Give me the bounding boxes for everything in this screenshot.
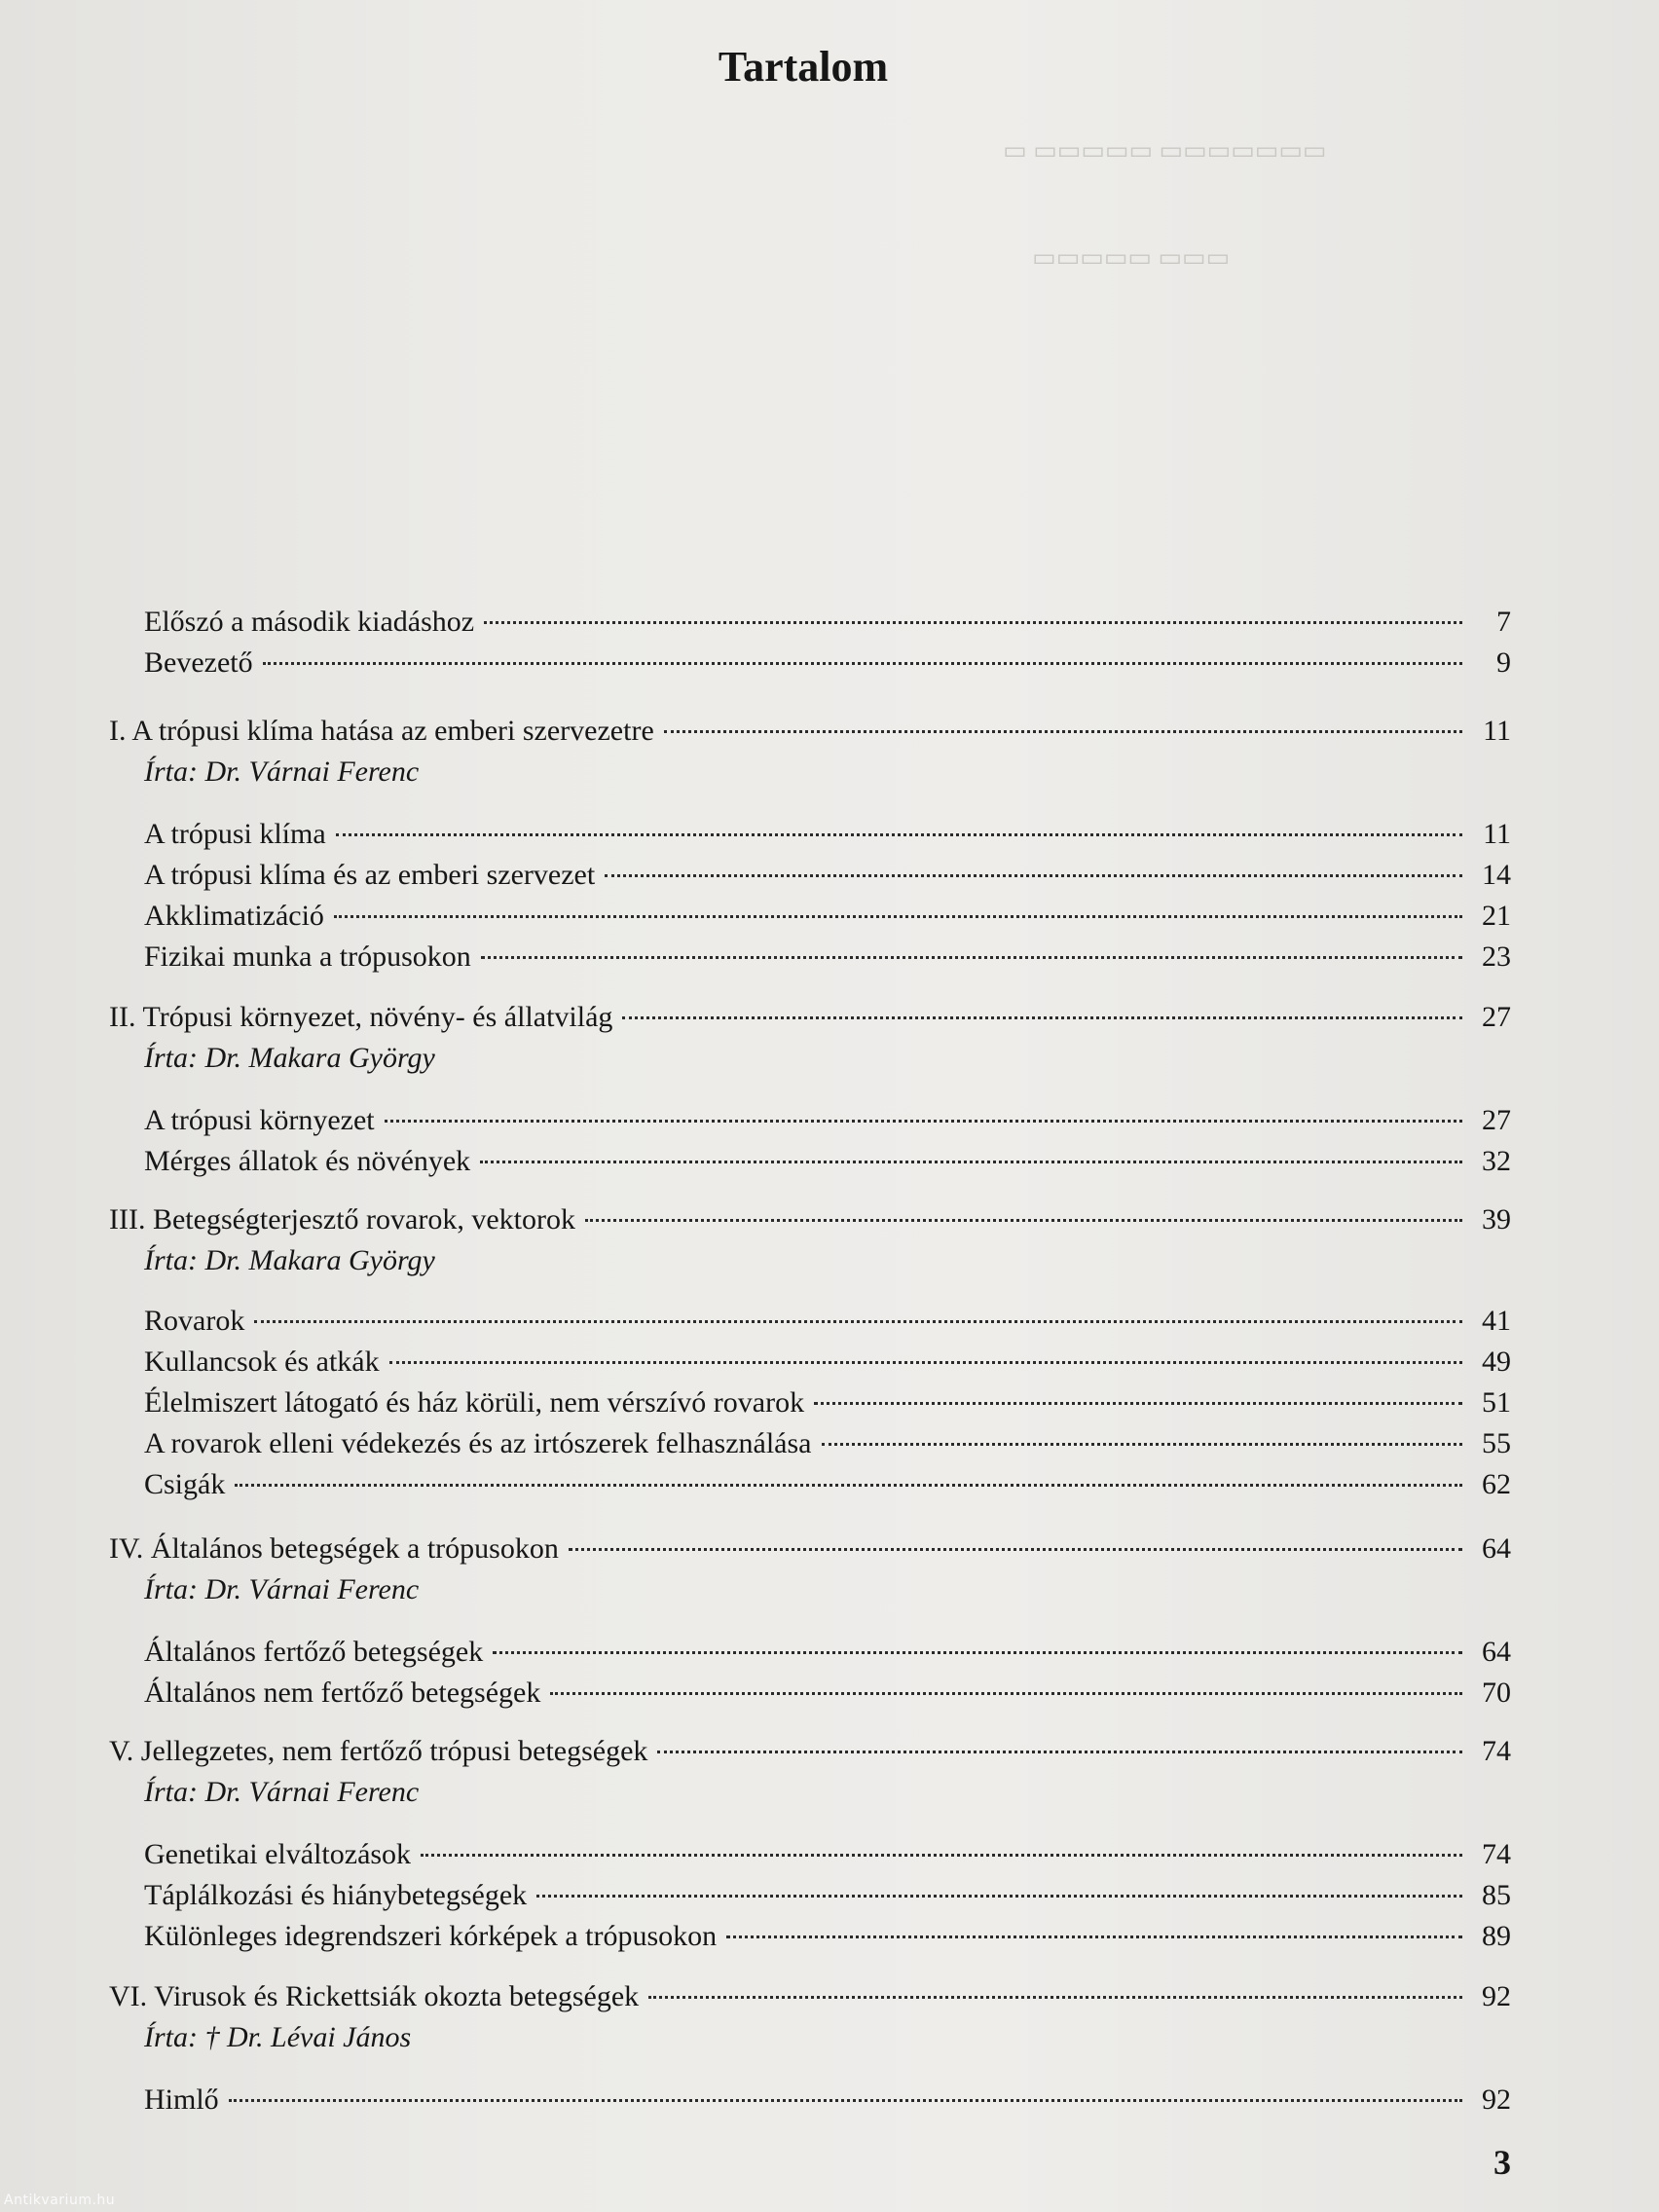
- chapter-author: Írta: Dr. Várnai Ferenc: [144, 1776, 420, 1808]
- toc-entry-page: 62: [1482, 1468, 1511, 1500]
- dot-leader: [814, 1402, 1462, 1405]
- chapter-author: Írta: Dr. Makara György: [144, 1042, 435, 1074]
- dot-leader: [585, 1219, 1462, 1222]
- toc-entry-label: A trópusi környezet: [144, 1104, 375, 1136]
- toc-entry-label: Kullancsok és atkák: [144, 1346, 380, 1378]
- dot-leader: [493, 1651, 1462, 1654]
- toc-entry-label: Rovarok: [144, 1305, 245, 1337]
- chapter-page: 92: [1482, 1980, 1511, 2012]
- dot-leader: [726, 1936, 1462, 1938]
- dot-leader: [822, 1443, 1463, 1446]
- chapter-heading: I. A trópusi klíma hatása az emberi szervezetre: [109, 715, 654, 747]
- chapter-author: Írta: Dr. Várnai Ferenc: [144, 756, 420, 788]
- toc-entry[interactable]: [109, 896, 1511, 937]
- dot-leader: [536, 1895, 1462, 1898]
- dot-leader: [605, 874, 1462, 877]
- toc-entry-label: A rovarok elleni védekezés és az irtószerek felhasználása: [144, 1427, 812, 1459]
- toc-entry-page: 49: [1482, 1346, 1511, 1378]
- toc-entry-page: 9: [1496, 646, 1511, 679]
- dot-leader: [263, 662, 1462, 665]
- toc-entry-label: Csigák: [144, 1468, 226, 1500]
- toc-entry[interactable]: [109, 814, 1511, 855]
- dot-leader: [569, 1548, 1462, 1551]
- show-through-text: ▭▭▭▭▭ ▭▭▭: [1032, 243, 1231, 272]
- toc-entry[interactable]: [109, 855, 1511, 896]
- chapter-author: Írta: † Dr. Lévai János: [144, 2021, 412, 2053]
- toc-entry[interactable]: [109, 1673, 1511, 1714]
- toc-entry[interactable]: [109, 1834, 1511, 1875]
- toc-entry-page: 92: [1482, 2083, 1511, 2116]
- chapter-page: 39: [1482, 1203, 1511, 1235]
- toc-entry-page: 55: [1482, 1427, 1511, 1459]
- toc-entry-label: Fizikai munka a trópusokon: [144, 940, 471, 973]
- page-number: 3: [1493, 2143, 1511, 2182]
- page-title: Tartalom: [718, 43, 889, 92]
- toc-entry-page: 14: [1482, 859, 1511, 891]
- toc-entry-label: Himlő: [144, 2083, 219, 2116]
- toc-entry[interactable]: [109, 1423, 1511, 1464]
- toc-entry-label: Mérges állatok és növények: [144, 1145, 471, 1177]
- chapter-heading: IV. Általános betegségek a trópusokon: [109, 1532, 559, 1565]
- chapter-heading: II. Trópusi környezet, növény- és állatvilág: [109, 1001, 613, 1033]
- toc-chapter-3[interactable]: [109, 1199, 1511, 1240]
- toc-entry[interactable]: [109, 1100, 1511, 1141]
- toc-chapter-1[interactable]: [109, 711, 1511, 752]
- toc-entry[interactable]: [109, 937, 1511, 977]
- toc-entry-page: 32: [1482, 1145, 1511, 1177]
- show-through-text: ▭ ▭▭▭▭▭ ▭▭▭▭▭▭▭: [1003, 136, 1327, 165]
- dot-leader: [334, 915, 1462, 918]
- chapter-heading: III. Betegségterjesztő rovarok, vektorok: [109, 1203, 575, 1235]
- chapter-page: 27: [1482, 1001, 1511, 1033]
- toc-entry-label: Bevezető: [144, 646, 253, 679]
- toc-entry-page: 74: [1482, 1838, 1511, 1870]
- watermark: Antikvarium.hu: [4, 2193, 116, 2208]
- toc-entry-introduction[interactable]: [109, 643, 1511, 683]
- toc-entry-label: Előszó a második kiadáshoz: [144, 606, 475, 638]
- toc-entry-page: 11: [1483, 818, 1511, 850]
- toc-entry-label: Táplálkozási és hiánybetegségek: [144, 1879, 528, 1911]
- toc-entry-label: Általános fertőző betegségek: [144, 1636, 484, 1668]
- chapter-heading: VI. Virusok és Rickettsiák okozta betegségek: [109, 1980, 640, 2012]
- toc-chapter-5[interactable]: [109, 1731, 1511, 1772]
- toc-entry-page: 64: [1482, 1636, 1511, 1668]
- toc-entry-label: A trópusi klíma és az emberi szervezet: [144, 859, 596, 891]
- toc-chapter-2[interactable]: [109, 997, 1511, 1038]
- chapter-page: 74: [1482, 1735, 1511, 1767]
- toc-entry[interactable]: [109, 1916, 1511, 1957]
- dot-leader: [336, 833, 1462, 836]
- dot-leader: [229, 2099, 1462, 2102]
- toc-entry-label: Általános nem fertőző betegségek: [144, 1677, 541, 1709]
- toc-entry-page: 7: [1496, 606, 1511, 638]
- toc-entry-label: Különleges idegrendszeri kórképek a trópusokon: [144, 1920, 718, 1952]
- dot-leader: [481, 956, 1462, 959]
- chapter-page: 11: [1483, 715, 1511, 747]
- toc-entry-label: Akklimatizáció: [144, 900, 324, 932]
- dot-leader: [484, 621, 1462, 624]
- toc-entry[interactable]: [109, 1342, 1511, 1382]
- chapter-page: 64: [1482, 1532, 1511, 1565]
- toc-entry-page: 41: [1482, 1305, 1511, 1337]
- toc-entry[interactable]: [109, 2080, 1511, 2120]
- toc-entry-label: Élelmiszert látogató és ház körüli, nem vérszívó rovarok: [144, 1386, 805, 1419]
- dot-leader: [622, 1016, 1462, 1019]
- dot-leader: [235, 1484, 1462, 1487]
- toc-entry-page: 85: [1482, 1879, 1511, 1911]
- toc-entry-label: Genetikai elváltozások: [144, 1838, 412, 1870]
- toc-entry-page: 70: [1482, 1677, 1511, 1709]
- toc-entry-page: 27: [1482, 1104, 1511, 1136]
- toc-chapter-4[interactable]: [109, 1529, 1511, 1569]
- dot-leader: [421, 1854, 1462, 1857]
- dot-leader: [664, 730, 1462, 733]
- toc-entry[interactable]: [109, 1464, 1511, 1505]
- chapter-heading: V. Jellegzetes, nem fertőző trópusi betegségek: [109, 1735, 648, 1767]
- toc-entry[interactable]: [109, 1301, 1511, 1342]
- toc-entry[interactable]: [109, 1141, 1511, 1182]
- toc-entry[interactable]: [109, 1382, 1511, 1423]
- toc-entry-page: 23: [1482, 940, 1511, 973]
- toc-entry-label: A trópusi klíma: [144, 818, 326, 850]
- dot-leader: [550, 1692, 1462, 1695]
- chapter-author: Írta: Dr. Várnai Ferenc: [144, 1573, 420, 1605]
- dot-leader: [254, 1320, 1462, 1323]
- toc-entry[interactable]: [109, 1875, 1511, 1916]
- dot-leader: [480, 1161, 1462, 1163]
- toc-entry-page: 51: [1482, 1386, 1511, 1419]
- dot-leader: [657, 1751, 1462, 1753]
- dot-leader: [385, 1120, 1462, 1123]
- toc-chapter-6[interactable]: [109, 1976, 1511, 2017]
- toc-entry-foreword[interactable]: [109, 602, 1511, 643]
- toc-entry[interactable]: [109, 1632, 1511, 1673]
- toc-entry-page: 89: [1482, 1920, 1511, 1952]
- chapter-author: Írta: Dr. Makara György: [144, 1244, 435, 1276]
- toc-entry-page: 21: [1482, 900, 1511, 932]
- dot-leader: [389, 1361, 1462, 1364]
- dot-leader: [648, 1996, 1462, 1999]
